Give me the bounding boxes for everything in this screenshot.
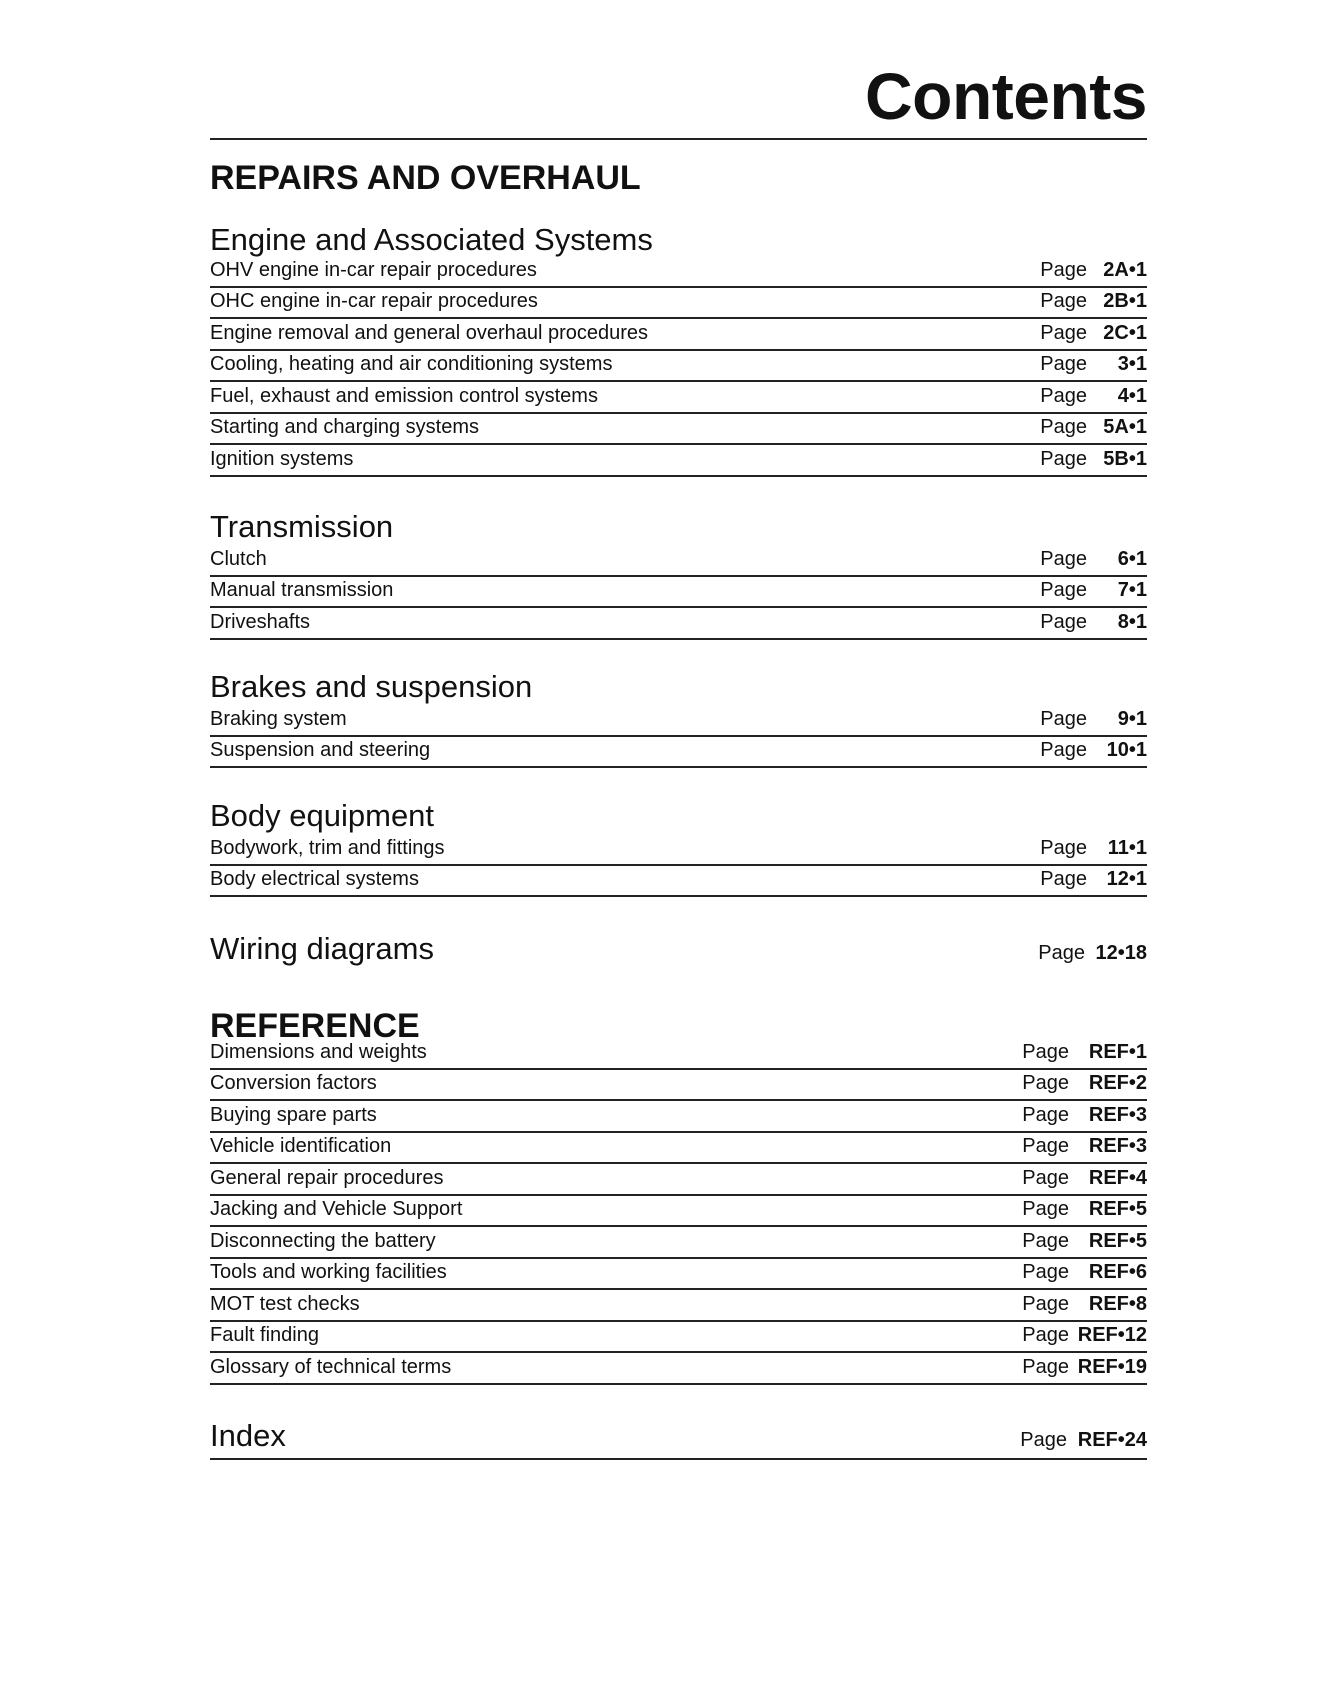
toc-entry-label: Conversion factors <box>210 1072 377 1094</box>
page-number: REF•12 <box>1077 1324 1147 1346</box>
reference-list <box>210 1038 1147 1385</box>
section-heading-engine: Engine and Associated Systems <box>210 222 653 257</box>
toc-entry[interactable] <box>210 608 1147 640</box>
repairs-heading: REPAIRS AND OVERHAUL <box>210 159 641 197</box>
toc-entry-label: Driveshafts <box>210 610 311 633</box>
toc-entry-label: Disconnecting the battery <box>210 1229 436 1252</box>
toc-entry[interactable] <box>210 1164 1147 1196</box>
page-number: REF•19 <box>1077 1355 1147 1378</box>
page-number: REF•24 <box>1077 1429 1147 1451</box>
toc-entry-label: Engine removal and general overhaul procedures <box>210 321 649 344</box>
toc-entry[interactable] <box>210 1133 1147 1165</box>
toc-entry-label: Clutch <box>210 547 267 570</box>
toc-entry[interactable] <box>210 545 1147 577</box>
page-number: 6•1 <box>1117 547 1147 570</box>
toc-entry-label: Suspension and steering <box>210 739 431 761</box>
brakes-list <box>210 705 1147 768</box>
body-list <box>210 834 1147 897</box>
page-word: Page <box>1040 610 1087 633</box>
page-word: Page <box>1040 579 1087 601</box>
toc-entry-label: Tools and working facilities <box>210 1261 447 1283</box>
page-number: REF•6 <box>1088 1261 1147 1283</box>
page-number: 9•1 <box>1117 707 1147 730</box>
page-number: REF•1 <box>1088 1040 1147 1063</box>
toc-entry[interactable] <box>210 1196 1147 1228</box>
toc-entry-label: OHC engine in-car repair procedures <box>210 290 538 312</box>
page-word: Page <box>1040 739 1087 761</box>
page-word: Page <box>1022 1040 1069 1063</box>
page-word: Page <box>1022 1198 1069 1220</box>
page-word: Page <box>1022 1072 1069 1094</box>
page-word: Page <box>1022 1324 1069 1346</box>
page-number: 8•1 <box>1117 610 1147 633</box>
toc-entry[interactable] <box>210 577 1147 609</box>
toc-entry[interactable] <box>210 705 1147 737</box>
page-word: Page <box>1022 1229 1069 1252</box>
page-number: REF•8 <box>1088 1292 1147 1315</box>
page-title: Contents <box>865 59 1147 133</box>
transmission-list <box>210 545 1147 640</box>
page-word: Page <box>1022 1355 1069 1378</box>
toc-entry-label: General repair procedures <box>210 1166 444 1189</box>
page-number: REF•5 <box>1088 1198 1147 1220</box>
page-number: 10•1 <box>1106 739 1147 761</box>
page-word: Page <box>1040 290 1087 312</box>
page-number: REF•3 <box>1088 1135 1147 1157</box>
page-number: 12•18 <box>1095 942 1147 964</box>
toc-entry[interactable] <box>210 866 1147 898</box>
page-number: 5A•1 <box>1103 416 1147 438</box>
section-heading-body: Body equipment <box>210 798 435 833</box>
toc-entry[interactable] <box>210 382 1147 414</box>
index-heading: Index <box>210 1418 286 1453</box>
toc-entry[interactable] <box>210 351 1147 383</box>
toc-entry-label: Buying spare parts <box>210 1103 377 1126</box>
page-number: 2C•1 <box>1103 321 1147 344</box>
page-number: 4•1 <box>1117 384 1147 407</box>
page-word: Page <box>1022 1261 1069 1283</box>
toc-entry[interactable] <box>210 288 1147 320</box>
toc-entry[interactable] <box>210 1322 1147 1354</box>
page-word: Page <box>1040 547 1087 570</box>
toc-entry-label: Starting and charging systems <box>210 416 480 438</box>
page-word: Page <box>1040 416 1087 438</box>
page-number: REF•3 <box>1088 1103 1147 1126</box>
toc-entry[interactable] <box>210 737 1147 769</box>
toc-entry[interactable] <box>210 1070 1147 1102</box>
page-number: 7•1 <box>1117 579 1147 601</box>
page-word: Page <box>1040 353 1087 375</box>
toc-entry[interactable] <box>210 445 1147 477</box>
page-number: 2B•1 <box>1103 290 1147 312</box>
page-word: Page <box>1022 1292 1069 1315</box>
toc-entry-label: Fault finding <box>210 1324 319 1346</box>
toc-entry-label: MOT test checks <box>210 1292 360 1315</box>
toc-entry-label: Glossary of technical terms <box>210 1355 452 1378</box>
toc-entry-label: Cooling, heating and air conditioning systems <box>210 353 613 375</box>
toc-entry[interactable] <box>210 256 1147 288</box>
page-number: 11•1 <box>1107 836 1147 859</box>
toc-entry[interactable] <box>210 1353 1147 1385</box>
toc-entry-index[interactable] <box>210 1410 1147 1460</box>
toc-entry-label: Braking system <box>210 707 347 730</box>
page-word: Page <box>1040 836 1087 859</box>
toc-entry-label: Dimensions and weights <box>210 1040 427 1063</box>
toc-entry-label: Vehicle identification <box>210 1135 392 1157</box>
toc-entry[interactable] <box>210 1038 1147 1070</box>
page-word: Page <box>1022 1103 1069 1126</box>
section-heading-brakes: Brakes and suspension <box>210 669 533 704</box>
title-divider <box>210 138 1147 140</box>
page-number: 3•1 <box>1117 353 1147 375</box>
page-number: REF•2 <box>1088 1072 1147 1094</box>
toc-entry-label: Body electrical systems <box>210 868 419 890</box>
toc-entry[interactable] <box>210 1290 1147 1322</box>
toc-entry[interactable] <box>210 319 1147 351</box>
toc-entry[interactable] <box>210 834 1147 866</box>
toc-entry-label: Fuel, exhaust and emission control systems <box>210 384 598 407</box>
toc-entry-label: Ignition systems <box>210 447 354 470</box>
toc-entry-wiring[interactable] <box>210 925 1147 971</box>
page-word: Page <box>1020 1429 1067 1451</box>
toc-entry[interactable] <box>210 1259 1147 1291</box>
toc-entry-label: Jacking and Vehicle Support <box>210 1198 463 1220</box>
page-word: Page <box>1040 707 1087 730</box>
page-word: Page <box>1038 942 1085 964</box>
page-number: 5B•1 <box>1103 447 1147 470</box>
wiring-heading: Wiring diagrams <box>210 931 434 966</box>
page-number: 12•1 <box>1106 868 1147 890</box>
page-number: REF•4 <box>1088 1166 1147 1189</box>
toc-entry-label: Bodywork, trim and fittings <box>210 836 445 859</box>
toc-entry[interactable] <box>210 1227 1147 1259</box>
page-word: Page <box>1040 321 1087 344</box>
page-number: 2A•1 <box>1103 258 1147 281</box>
section-heading-transmission: Transmission <box>210 509 394 544</box>
engine-list <box>210 256 1147 477</box>
page-word: Page <box>1040 868 1087 890</box>
toc-entry[interactable] <box>210 1101 1147 1133</box>
page-word: Page <box>1040 258 1087 281</box>
toc-entry-label: OHV engine in-car repair procedures <box>210 258 537 281</box>
page-word: Page <box>1040 384 1087 407</box>
page-word: Page <box>1040 447 1087 470</box>
page-word: Page <box>1022 1166 1069 1189</box>
reference-heading: REFERENCE <box>210 1007 420 1045</box>
toc-entry-label: Manual transmission <box>210 579 394 601</box>
page-number: REF•5 <box>1088 1229 1147 1252</box>
toc-entry[interactable] <box>210 414 1147 446</box>
page-word: Page <box>1022 1135 1069 1157</box>
